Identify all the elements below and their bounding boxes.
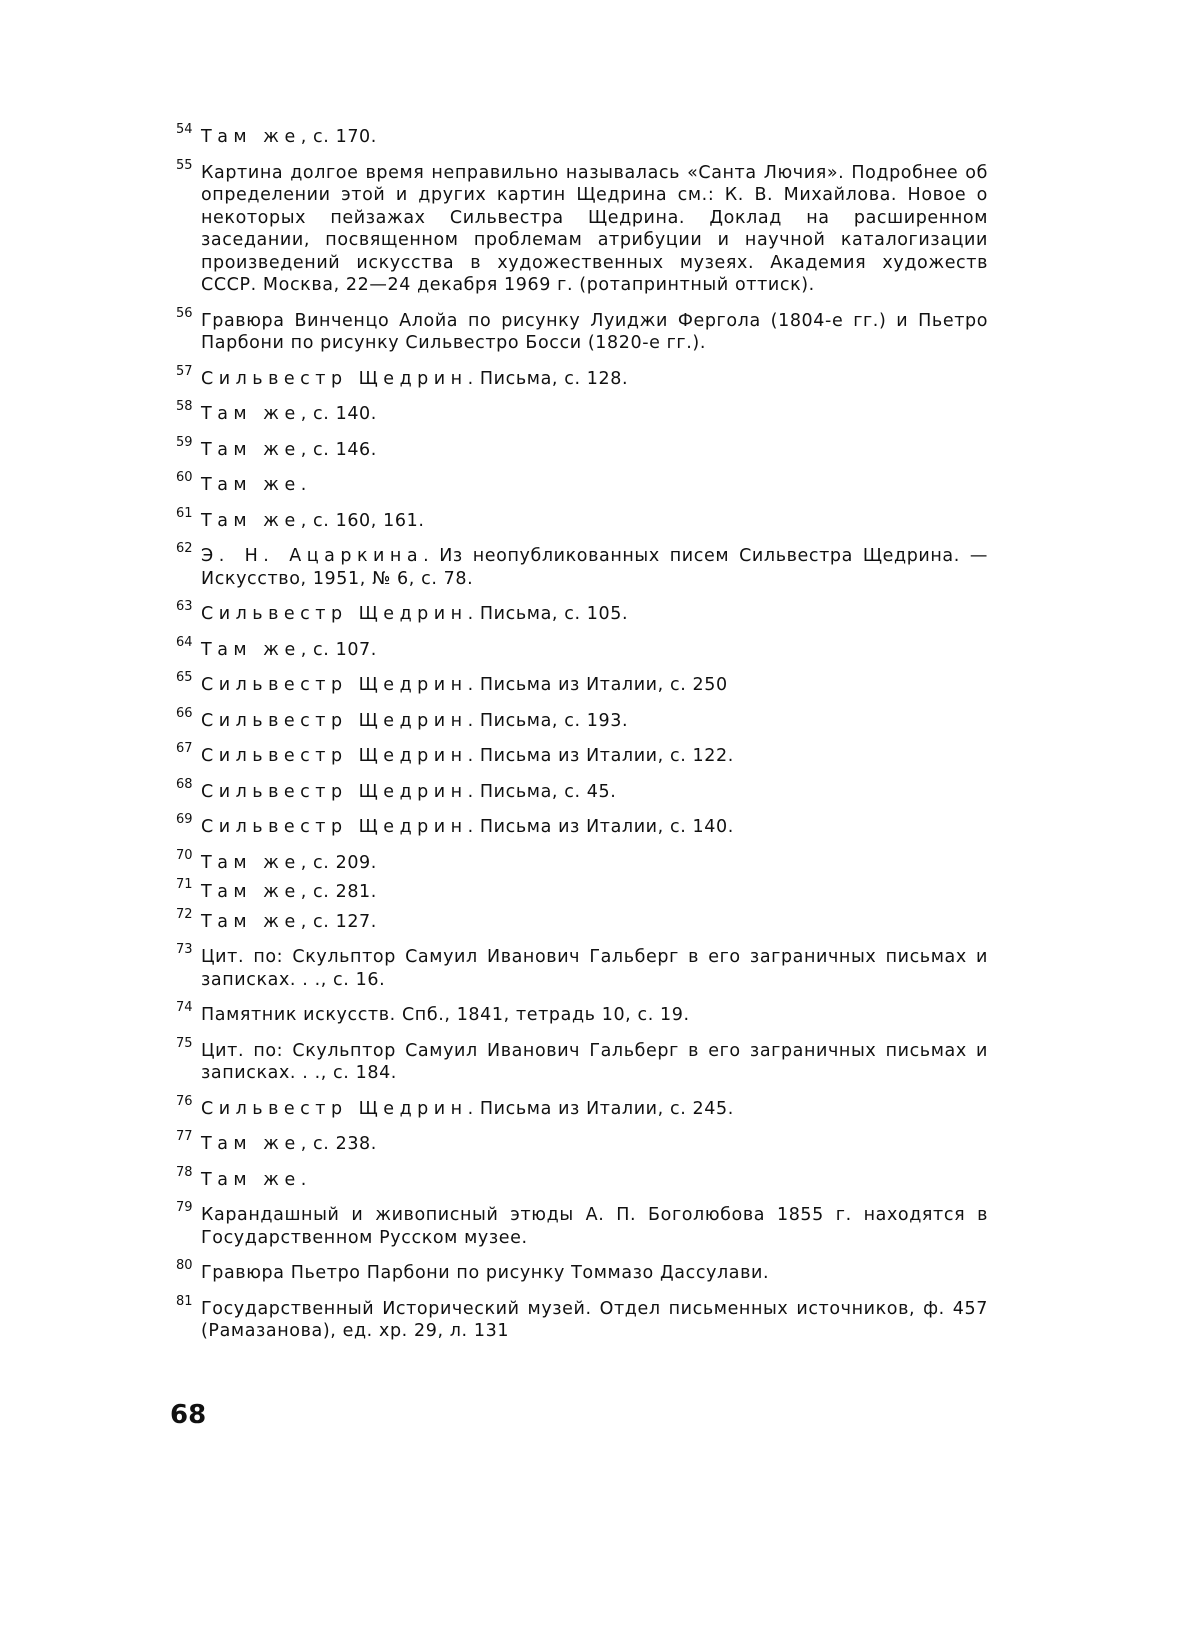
note-text: . Письма из Италии, с. 245.	[467, 1098, 734, 1119]
note-54	[176, 122, 988, 149]
note-70	[176, 847, 988, 875]
note-number: 54	[176, 122, 193, 137]
note-text: Гравюра Пьетро Парбони по рисунку Томмазо Дассулави.	[201, 1263, 770, 1283]
note-text: Памятник искусств. Спб., 1841, тетрадь 10, с. 19.	[201, 1005, 690, 1025]
note-number: 81	[176, 1293, 193, 1309]
note-lead: Там же	[201, 1169, 301, 1190]
note-lead: Сильвестр Щедрин	[201, 604, 468, 624]
note-lead: Сильвестр Щедрин	[201, 817, 468, 837]
note-74	[176, 1000, 988, 1027]
note-text: , с. 146.	[300, 439, 377, 460]
note-number: 62	[176, 541, 193, 556]
note-60	[176, 470, 988, 497]
note-80	[176, 1258, 988, 1285]
note-77	[176, 1129, 988, 1156]
note-text: . Письма, с. 128.	[467, 368, 629, 389]
note-number: 72	[176, 906, 193, 922]
note-58	[176, 399, 988, 426]
note-number: 57	[176, 363, 193, 379]
note-text: . Письма, с. 193.	[467, 710, 629, 731]
note-text: . Письма из Италии, с. 250	[467, 675, 728, 695]
note-lead: Сильвестр Щедрин	[201, 781, 468, 802]
note-55	[176, 157, 988, 297]
note-62	[176, 541, 988, 590]
note-number: 59	[176, 434, 193, 450]
note-lead: Сильвестр Щедрин	[201, 368, 468, 389]
note-lead: Там же	[201, 439, 301, 460]
note-number: 63	[176, 599, 193, 614]
note-lead: Сильвестр Щедрин	[201, 746, 468, 766]
note-text: . Из неопубликованных писем Сильвестра Щедрина. — Искусство, 1951, № 6, с. 78.	[201, 546, 988, 589]
note-number: 73	[176, 942, 193, 957]
note-number: 56	[176, 305, 193, 321]
note-text: , с. 127.	[300, 911, 377, 932]
note-text: , с. 140.	[300, 404, 377, 424]
note-number: 75	[176, 1035, 193, 1051]
note-75	[176, 1035, 988, 1085]
note-73	[176, 942, 988, 991]
note-number: 65	[176, 670, 193, 685]
page-number: 68	[170, 1400, 207, 1430]
note-number: 79	[176, 1200, 193, 1215]
note-number: 70	[176, 847, 193, 863]
note-lead: Э. Н. Ацаркина	[201, 546, 424, 566]
note-number: 77	[176, 1129, 193, 1144]
note-text: , с. 209.	[300, 852, 377, 873]
note-number: 60	[176, 470, 193, 485]
note-79	[176, 1200, 988, 1249]
note-64	[176, 634, 988, 662]
note-56	[176, 305, 988, 355]
note-65	[176, 670, 988, 697]
note-59	[176, 434, 988, 462]
note-text: Цит. по: Скульптор Самуил Иванович Гальберг в его заграничных письмах и записках. . ., с. 184.	[201, 1040, 988, 1083]
note-number: 66	[176, 705, 193, 721]
note-lead: Там же	[201, 510, 301, 531]
note-lead: Там же	[201, 1134, 301, 1154]
note-text: . Письма, с. 45.	[467, 781, 617, 802]
note-number: 74	[176, 1000, 193, 1015]
endnotes-list	[176, 122, 988, 1356]
note-lead: Там же	[201, 852, 301, 873]
note-66	[176, 705, 988, 733]
note-lead: Сильвестр Щедрин	[201, 675, 468, 695]
note-number: 71	[176, 877, 193, 892]
note-text: .	[300, 1169, 307, 1190]
note-lead: Там же	[201, 911, 301, 932]
note-lead: Там же	[201, 882, 301, 902]
note-text: . Письма из Италии, с. 140.	[467, 817, 734, 837]
note-number: 69	[176, 812, 193, 827]
note-text: , с. 281.	[300, 882, 377, 902]
note-text: Картина долгое время неправильно называлась «Санта Лючия». Подробнее об определении этой и других картин Щедрина см.: К. В. Михайлова. Новое о некоторых пейзажах Сильвестра Щедрина. Доклад на расширенном заседании, посвященном проблемам атрибуции и научной каталогизации произведений искусства в художественных музеях. Академия художеств СССР. Москва, 22—24 декабря 1969 г. (ротапринтный оттиск).	[201, 162, 988, 295]
note-number: 68	[176, 776, 193, 792]
note-number: 80	[176, 1258, 193, 1273]
note-text: , с. 107.	[300, 639, 377, 660]
note-78	[176, 1164, 988, 1192]
note-lead: Там же	[201, 475, 301, 495]
note-lead: Там же	[201, 639, 301, 660]
note-number: 55	[176, 157, 193, 173]
note-text: Карандашный и живописный этюды А. П. Боголюбова 1855 г. находятся в Государственном Русском музее.	[201, 1205, 988, 1248]
note-81	[176, 1293, 988, 1343]
note-69	[176, 812, 988, 839]
note-text: , с. 238.	[300, 1134, 377, 1154]
note-number: 76	[176, 1093, 193, 1109]
note-text: Государственный Исторический музей. Отдел письменных источников, ф. 457 (Рамазанова), ед. хр. 29, л. 131	[201, 1298, 988, 1341]
note-text: , с. 160, 161.	[300, 510, 425, 531]
note-lead: Там же	[201, 127, 301, 147]
note-67	[176, 741, 988, 768]
note-76	[176, 1093, 988, 1121]
note-lead: Там же	[201, 404, 301, 424]
note-63	[176, 599, 988, 626]
note-68	[176, 776, 988, 804]
note-number: 64	[176, 634, 193, 650]
note-number: 61	[176, 505, 193, 521]
note-lead: Сильвестр Щедрин	[201, 1098, 468, 1119]
note-71	[176, 877, 988, 904]
note-text: . Письма, с. 105.	[467, 604, 629, 624]
note-61	[176, 505, 988, 533]
note-number: 67	[176, 741, 193, 756]
note-number: 78	[176, 1164, 193, 1180]
note-text: Гравюра Винченцо Алойа по рисунку Луиджи Фергола (1804-е гг.) и Пьетро Парбони по рисунку Сильвестро Босси (1820-е гг.).	[201, 310, 988, 353]
note-text: Цит. по: Скульптор Самуил Иванович Гальберг в его заграничных письмах и записках. . ., с. 16.	[201, 947, 988, 990]
note-lead: Сильвестр Щедрин	[201, 710, 468, 731]
note-72	[176, 906, 988, 934]
note-text: , с. 170.	[300, 127, 377, 147]
note-57	[176, 363, 988, 391]
note-number: 58	[176, 399, 193, 414]
note-text: .	[300, 475, 307, 495]
note-text: . Письма из Италии, с. 122.	[467, 746, 734, 766]
